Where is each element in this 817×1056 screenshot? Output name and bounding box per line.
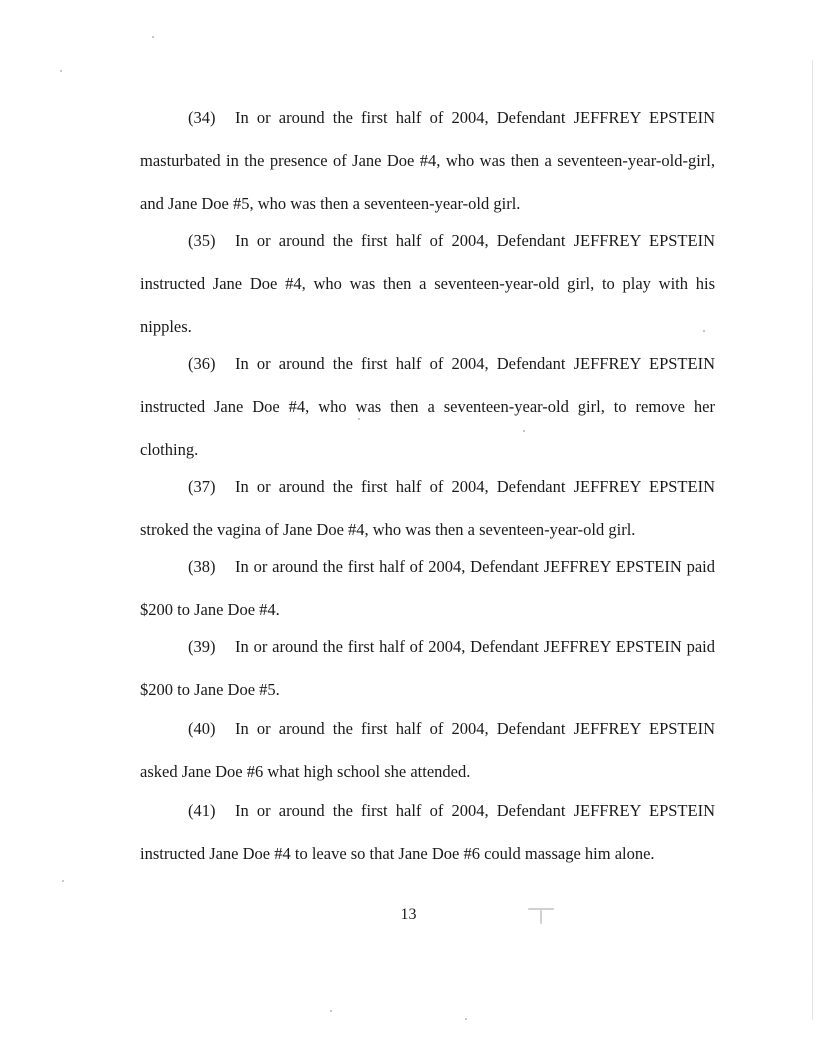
scan-speck xyxy=(465,1018,467,1020)
scan-speck xyxy=(358,418,360,420)
scan-edge xyxy=(812,60,813,1020)
paragraph-40 xyxy=(140,707,715,793)
scan-speck xyxy=(60,70,62,72)
paragraph-number: (40) xyxy=(188,719,216,738)
paragraph-text: In or around the first half of 2004, Defendant JEFFREY EPSTEIN masturbated in the presence of Jane Doe #4, who was then a seventeen-year-old-girl, and Jane Doe #5, who was then a seventeen-year-old girl. xyxy=(140,108,715,213)
paragraph-number: (41) xyxy=(188,801,216,820)
paragraph-number: (35) xyxy=(188,231,216,250)
paragraph-text: In or around the first half of 2004, Defendant JEFFREY EPSTEIN instructed Jane Doe #4 to leave so that Jane Doe #6 could massage him alone. xyxy=(140,801,715,863)
scan-speck xyxy=(62,880,64,882)
paragraph-41 xyxy=(140,789,715,875)
paragraph-35 xyxy=(140,219,715,348)
scan-speck xyxy=(703,330,705,332)
paragraph-text: In or around the first half of 2004, Defendant JEFFREY EPSTEIN instructed Jane Doe #4, who was then a seventeen-year-old girl, to remove her clothing. xyxy=(140,354,715,459)
paragraph-39 xyxy=(140,625,715,711)
paragraph-text: In or around the first half of 2004, Defendant JEFFREY EPSTEIN paid $200 to Jane Doe #5. xyxy=(140,637,715,699)
paragraph-text: In or around the first half of 2004, Defendant JEFFREY EPSTEIN stroked the vagina of Jane Doe #4, who was then a seventeen-year-old girl. xyxy=(140,477,715,539)
scan-speck xyxy=(528,908,554,910)
paragraph-number: (36) xyxy=(188,354,216,373)
paragraph-text: In or around the first half of 2004, Defendant JEFFREY EPSTEIN paid $200 to Jane Doe #4. xyxy=(140,557,715,619)
page-number: 13 xyxy=(400,906,417,923)
scan-speck xyxy=(523,430,525,432)
paragraph-36 xyxy=(140,342,715,471)
paragraph-text: In or around the first half of 2004, Defendant JEFFREY EPSTEIN asked Jane Doe #6 what high school she attended. xyxy=(140,719,715,781)
paragraph-38 xyxy=(140,545,715,631)
paragraph-text: In or around the first half of 2004, Defendant JEFFREY EPSTEIN instructed Jane Doe #4, who was then a seventeen-year-old girl, to play with his nipples. xyxy=(140,231,715,336)
paragraph-number: (37) xyxy=(188,477,216,496)
paragraph-34 xyxy=(140,96,715,225)
scan-speck xyxy=(540,910,542,924)
scan-speck xyxy=(152,36,154,38)
scan-speck xyxy=(330,1010,332,1012)
paragraph-37 xyxy=(140,465,715,551)
paragraph-number: (38) xyxy=(188,557,216,576)
paragraph-number: (34) xyxy=(188,108,216,127)
paragraph-number: (39) xyxy=(188,637,216,656)
